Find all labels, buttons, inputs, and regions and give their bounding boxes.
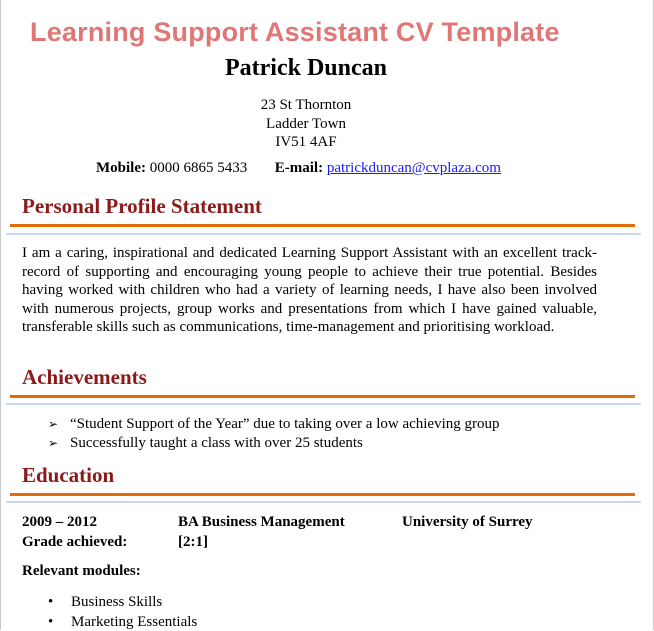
profile-text: I am a caring, inspirational and dedicated Learning Support Assistant with an excellent track-record of supporting and encouraging young people to achieve their true potential. Besides having worked with children who had a variety of learning needs, I have also been involved with numerous projects, group works and presentations from which I have gained valuable, transferable skills such as communications, time-management and prioritising workload. bbox=[22, 245, 597, 335]
contact-line bbox=[96, 160, 501, 177]
achievements-heading: Achievements bbox=[22, 365, 147, 389]
grade-value: [2:1] bbox=[178, 534, 208, 550]
address-line-2: Ladder Town bbox=[266, 116, 346, 132]
education-heading: Education bbox=[22, 463, 115, 487]
grade-label: Grade achieved: bbox=[22, 534, 128, 550]
page-border-left bbox=[0, 0, 1, 630]
template-title: Learning Support Assistant CV Template bbox=[30, 17, 560, 47]
modules-label: Relevant modules: bbox=[22, 563, 141, 579]
email-link[interactable]: patrickduncan@cvplaza.com bbox=[326, 160, 501, 176]
module-item: • Marketing Essentials bbox=[48, 614, 198, 630]
module-item: • Business Skills bbox=[48, 594, 163, 610]
arrow-bullet-icon: ➢ bbox=[48, 436, 59, 450]
education-degree: BA Business Management bbox=[178, 514, 345, 530]
mobile-label: Mobile: bbox=[96, 160, 146, 176]
achievements-rule-blue bbox=[6, 403, 641, 405]
profile-rule-blue bbox=[6, 233, 641, 235]
education-rule-orange bbox=[10, 493, 635, 496]
achievement-item: ➢ “Student Support of the Year” due to taking over a low achieving group bbox=[48, 416, 500, 432]
profile-heading: Personal Profile Statement bbox=[22, 194, 262, 218]
profile-rule-orange bbox=[10, 224, 635, 227]
arrow-bullet-icon: ➢ bbox=[48, 417, 59, 431]
candidate-name: Patrick Duncan bbox=[225, 55, 387, 81]
bullet-dot-icon: • bbox=[48, 594, 54, 610]
education-rule-blue bbox=[6, 501, 641, 503]
email-label: E-mail: bbox=[274, 160, 324, 176]
address-line-1: 23 St Thornton bbox=[260, 97, 352, 113]
education-period: 2009 – 2012 bbox=[22, 514, 97, 530]
bullet-dot-icon: • bbox=[48, 614, 54, 630]
education-institution: University of Surrey bbox=[402, 514, 533, 530]
achievement-item: ➢ Successfully taught a class with over 25 students bbox=[48, 435, 363, 451]
address-line-3: IV51 4AF bbox=[275, 134, 337, 150]
achievements-rule-orange bbox=[10, 395, 635, 398]
mobile-value: 0000 6865 5433 bbox=[149, 160, 248, 176]
